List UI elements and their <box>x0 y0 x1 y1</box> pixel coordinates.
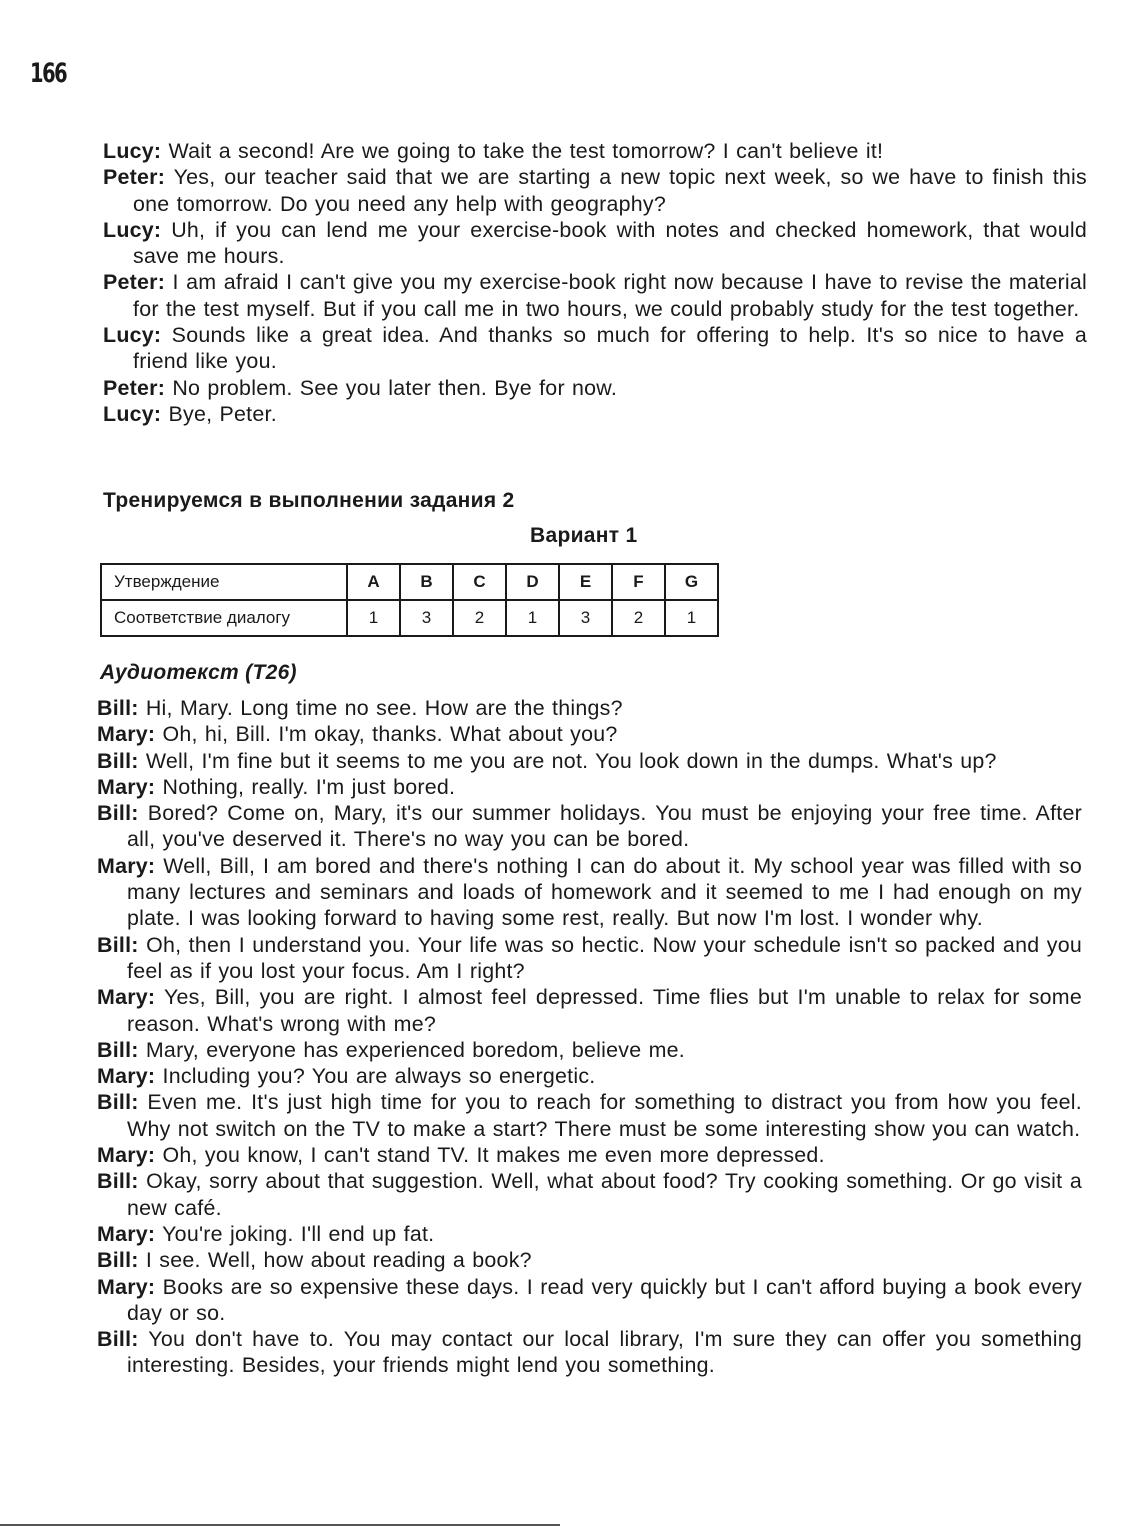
dialogue-line <box>103 322 1087 375</box>
speaker-name: Bill: <box>97 1169 139 1194</box>
table-cell-letter: C <box>453 564 506 600</box>
speaker-name: Mary: <box>97 1064 156 1089</box>
dialogue-text: Well, I'm fine but it seems to me you are not. You look down in the dumps. What's up? <box>145 748 997 773</box>
dialogue-text: Including you? You are always so energetic. <box>162 1064 596 1089</box>
speaker-name: Mary: <box>97 1274 156 1299</box>
table-row-label: Утверждение <box>101 564 347 600</box>
dialogue-line <box>97 932 1082 985</box>
dialogue-line <box>97 1089 1082 1142</box>
speaker-name: Bill: <box>97 1327 139 1352</box>
dialogue-text: You don't have to. You may contact our local library, I'm sure they can offer you something interesting. Besides, your friends might lend you something. <box>127 1327 1082 1378</box>
dialogue-line <box>103 375 1087 401</box>
table-cell-answer: 2 <box>453 600 506 636</box>
dialogue-text: Bye, Peter. <box>168 401 277 426</box>
speaker-name: Mary: <box>97 985 156 1010</box>
table-cell-letter: F <box>612 564 665 600</box>
dialogue-line <box>97 1063 1082 1089</box>
speaker-name: Mary: <box>97 774 156 799</box>
dialogue-text: Okay, sorry about that suggestion. Well, what about food? Try cooking something. Or go visit a new café. <box>127 1169 1082 1220</box>
variant-heading: Вариант 1 <box>530 524 638 547</box>
dialogue-text: Nothing, really. I'm just bored. <box>162 774 456 799</box>
table-cell-letter: G <box>665 564 718 600</box>
table-cell-answer: 3 <box>400 600 453 636</box>
dialogue-text: Wait a second! Are we going to take the test tomorrow? I can't believe it! <box>168 139 884 163</box>
dialogue-line <box>97 695 1082 721</box>
audio-text-heading: Аудиотекст (T26) <box>100 661 297 684</box>
table-cell-answer: 1 <box>506 600 559 636</box>
dialogue-line <box>97 1142 1082 1168</box>
dialogue-line <box>103 401 1087 427</box>
speaker-name: Bill: <box>97 1248 139 1273</box>
dialogue-line <box>97 748 1082 774</box>
dialogue-line <box>97 800 1082 853</box>
dialogue-text: Uh, if you can lend me your exercise-book with notes and checked homework, that would save me hours. <box>133 217 1088 269</box>
table-cell-answer: 3 <box>559 600 612 636</box>
dialogue-line <box>97 853 1082 932</box>
table-cell-letter: A <box>347 564 400 600</box>
dialogue-text: No problem. See you later then. Bye for now. <box>172 375 618 400</box>
dialogue-line <box>97 984 1082 1037</box>
speaker-name: Bill: <box>97 748 139 773</box>
speaker-name: Mary: <box>97 1221 156 1246</box>
speaker-name: Bill: <box>97 932 139 957</box>
table-cell-answer: 1 <box>665 600 718 636</box>
dialogue-line <box>103 217 1087 270</box>
table-cell-letter: E <box>559 564 612 600</box>
dialogue-text: Bored? Come on, Mary, it's our summer holidays. You must be enjoying your free time. After all, you've deserved it. There's no way you can be bored. <box>127 801 1082 852</box>
dialogue-lucy-peter <box>103 138 1087 427</box>
table-cell-answer: 2 <box>612 600 665 636</box>
table-cell-answer: 1 <box>347 600 400 636</box>
speaker-name: Mary: <box>97 1143 156 1168</box>
speaker-name: Bill: <box>97 696 139 720</box>
dialogue-line <box>103 269 1087 322</box>
dialogue-line <box>103 164 1087 217</box>
table-row-label: Соответствие диалогу <box>101 600 347 636</box>
dialogue-line <box>97 721 1082 747</box>
dialogue-line <box>97 1247 1082 1273</box>
table-row-answers <box>101 600 718 636</box>
speaker-name: Mary: <box>97 722 156 747</box>
page-number: 166 <box>30 58 67 89</box>
dialogue-text: Yes, Bill, you are right. I almost feel depressed. Time flies but I'm unable to relax for some reason. What's wrong with me? <box>127 985 1082 1036</box>
dialogue-text: I see. Well, how about reading a book? <box>145 1248 532 1273</box>
dialogue-line <box>97 1037 1082 1063</box>
dialogue-line <box>97 1221 1082 1247</box>
speaker-name: Lucy: <box>103 401 162 426</box>
dialogue-text: Mary, everyone has experienced boredom, believe me. <box>145 1037 685 1062</box>
speaker-name: Lucy: <box>103 323 162 348</box>
dialogue-text: Oh, hi, Bill. I'm okay, thanks. What about you? <box>162 722 618 747</box>
speaker-name: Bill: <box>97 1037 139 1062</box>
dialogue-text: Sounds like a great idea. And thanks so much for offering to help. It's so nice to have a friend like you. <box>133 323 1087 374</box>
answer-table <box>100 563 719 637</box>
dialogue-line <box>97 1168 1082 1221</box>
speaker-name: Peter: <box>103 165 166 190</box>
speaker-name: Peter: <box>103 375 166 400</box>
table-row-statements <box>101 564 718 600</box>
speaker-name: Lucy: <box>103 139 162 163</box>
dialogue-text: Hi, Mary. Long time no see. How are the things? <box>145 696 623 720</box>
speaker-name: Bill: <box>97 801 139 826</box>
dialogue-text: Yes, our teacher said that we are starting a new topic next week, so we have to finish this one tomorrow. Do you need any help with geography? <box>133 165 1087 216</box>
dialogue-bill-mary <box>97 695 1082 1379</box>
dialogue-text: Oh, then I understand you. Your life was so hectic. Now your schedule isn't so packed and you feel as if you lost your focus. Am I right? <box>127 932 1083 983</box>
dialogue-text: You're joking. I'll end up fat. <box>162 1221 435 1246</box>
dialogue-line <box>97 1326 1082 1379</box>
footer-rule <box>0 1524 560 1526</box>
speaker-name: Lucy: <box>103 217 162 242</box>
dialogue-text: Books are so expensive these days. I read very quickly but I can't afford buying a book every day or so. <box>127 1274 1082 1325</box>
dialogue-text: I am afraid I can't give you my exercise-book right now because I have to revise the material for the test myself. But if you call me in two hours, we could probably study for the test together. <box>133 270 1087 321</box>
dialogue-text: Even me. It's just high time for you to reach for something to distract you from how you feel. Why not switch on the TV to make a start? There must be some interesting show you can watch. <box>127 1090 1082 1141</box>
speaker-name: Peter: <box>103 270 166 295</box>
dialogue-line <box>97 774 1082 800</box>
task-heading: Тренируемся в выполнении задания 2 <box>103 489 515 512</box>
dialogue-line <box>103 138 1087 164</box>
dialogue-line <box>97 1274 1082 1327</box>
speaker-name: Bill: <box>97 1090 139 1115</box>
speaker-name: Mary: <box>97 853 156 878</box>
dialogue-text: Oh, you know, I can't stand TV. It makes me even more depressed. <box>162 1143 825 1168</box>
table-cell-letter: D <box>506 564 559 600</box>
table-cell-letter: B <box>400 564 453 600</box>
dialogue-text: Well, Bill, I am bored and there's nothing I can do about it. My school year was filled with so many lectures and seminars and loads of homework and it seemed to me I had enough on my plate. I was looking forward to having some rest, really. But now I'm lost. I wonder why. <box>127 853 1082 931</box>
